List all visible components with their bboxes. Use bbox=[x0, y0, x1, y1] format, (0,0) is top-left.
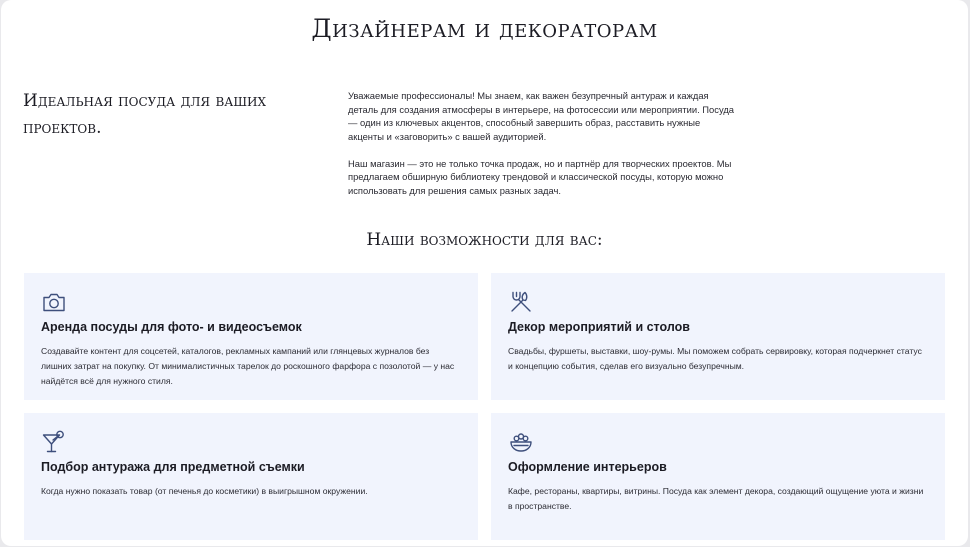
page-container bbox=[1, 0, 968, 546]
feature-card-text: Кафе, рестораны, квартиры, витрины. Посуда как элемент декора, создающий ощущение уюта и жизни в пространстве. bbox=[508, 486, 924, 511]
intro-paragraph-2: Наш магазин — это не только точка продаж, но и партнёр для творческих проектов. Мы предлагаем обширную библиотеку трендовой и классической посуды, которую можно использовать для решения самых разных задач. bbox=[348, 157, 732, 196]
camera-icon bbox=[41, 289, 67, 315]
fork-knife-icon bbox=[508, 289, 534, 315]
intro-heading: Идеальная посуда для ваших проектов. bbox=[23, 91, 267, 138]
feature-card-event-decor bbox=[491, 273, 945, 400]
page-title: Дизайнерам и декораторам bbox=[311, 14, 658, 43]
intro-paragraph-1: Уважаемые профессионалы! Мы знаем, как важен безупречный антураж и каждая деталь для создания атмосферы в интерьере, на фотосессии или мероприятии. Посуда — один из ключевых акцентов, способный завершить образ, расставить нужные акценты и «заговорить» с вашей аудиторией. bbox=[348, 90, 735, 142]
feature-card-product-shoot bbox=[24, 413, 478, 540]
feature-card-text: Когда нужно показать товар (от печенья до косметики) в выигрышном окружении. bbox=[41, 486, 368, 496]
feature-card-title: Декор мероприятий и столов bbox=[508, 320, 690, 334]
feature-card-title: Подбор антуража для предметной съемки bbox=[41, 460, 305, 474]
feature-card-photo-rental bbox=[24, 273, 478, 400]
feature-card-text: Создавайте контент для соцсетей, каталогов, рекламных кампаний или глянцевых журналов без лишних затрат на покупку. От минималистичных тарелок до роскошного фарфора с позолотой — у нас найдётся всё для нужного стиля. bbox=[41, 346, 455, 386]
feature-card-title: Оформление интерьеров bbox=[508, 460, 667, 474]
cocktail-glass-icon bbox=[41, 429, 67, 455]
feature-card-text: Свадьбы, фуршеты, выставки, шоу-румы. Мы поможем собрать сервировку, которая подчеркнет статус и концепцию события, сделав его визуально безупречным. bbox=[508, 346, 922, 371]
bowl-icon bbox=[508, 429, 534, 455]
features-title: Наши возможности для вас: bbox=[366, 230, 603, 250]
feature-card-title: Аренда посуды для фото- и видеосъемок bbox=[41, 320, 302, 334]
intro-text bbox=[348, 89, 738, 211]
feature-card-interior-design bbox=[491, 413, 945, 540]
